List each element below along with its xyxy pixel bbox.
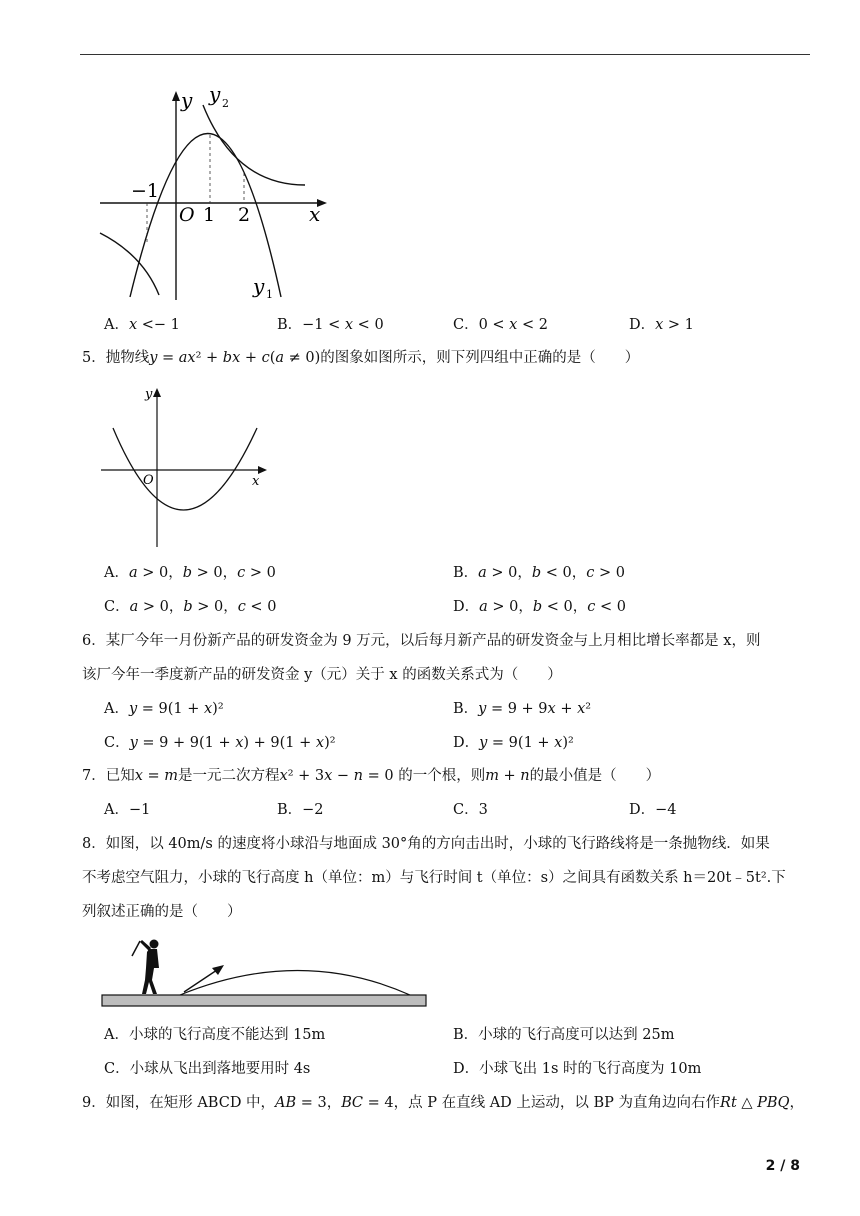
- q4-y2-sub: 2: [222, 97, 229, 110]
- q8-option-d[interactable]: D．小球飞出 1s 时的飞行高度为 10m: [453, 1061, 702, 1077]
- q9-stem: 9．如图，在矩形 ABCD 中，𝐴𝐵 = 3，𝐵𝐶 = 4，点 P 在直线 AD 上运动，以 BP 为直角边向右作𝑅𝑡 △ 𝑃𝐵𝑄，: [82, 1095, 804, 1111]
- q4-graph-figure: [95, 85, 335, 305]
- q8-option-b[interactable]: B．小球的飞行高度可以达到 25m: [453, 1027, 675, 1043]
- q5-option-a[interactable]: A．𝑎 > 0，𝑏 > 0，𝑐 > 0: [104, 565, 276, 581]
- header-rule: [80, 54, 810, 55]
- q4-y1-label: y: [253, 274, 265, 298]
- page-number: 2 / 8: [765, 1158, 800, 1174]
- q5-option-c[interactable]: C．𝑎 > 0，𝑏 > 0，𝑐 < 0: [104, 599, 277, 615]
- q8-stem-line-1: 8．如图，以 40m/s 的速度将小球沿与地面成 30°角的方向击出时，小球的飞行路线将是一条抛物线．如果: [82, 836, 770, 852]
- q5-origin-label: O: [143, 473, 154, 488]
- q8-option-c[interactable]: C．小球从飞出到落地要用时 4s: [104, 1061, 311, 1077]
- q4-tick-neg1: −1: [131, 180, 160, 202]
- q4-option-c[interactable]: C．0 < 𝑥 < 2: [453, 317, 548, 333]
- q7-option-c[interactable]: C．3: [453, 802, 488, 818]
- q7-stem: 7．已知𝑥 = 𝑚是一元二次方程𝑥² + 3𝑥 − 𝑛 = 0 的一个根，则𝑚 + 𝑛的最小值是（ ）: [82, 768, 661, 784]
- q4-tick-1: 1: [203, 204, 216, 226]
- q7-option-a[interactable]: A．−1: [104, 802, 151, 818]
- q7-option-b[interactable]: B．−2: [277, 802, 324, 818]
- q4-x-label: x: [309, 202, 321, 226]
- q6-option-c[interactable]: C．𝑦 = 9 + 9(1 + 𝑥) + 9(1 + 𝑥)²: [104, 735, 336, 751]
- q5-option-b[interactable]: B．𝑎 > 0，𝑏 < 0，𝑐 > 0: [453, 565, 625, 581]
- q4-origin-label: O: [179, 204, 195, 226]
- q8-option-a[interactable]: A．小球的飞行高度不能达到 15m: [104, 1027, 326, 1043]
- q6-stem-line-2: 该厂今年一季度新产品的研发资金 y（元）关于 x 的函数关系式为（ ）: [82, 667, 562, 683]
- q6-option-b[interactable]: B．𝑦 = 9 + 9𝑥 + 𝑥²: [453, 701, 592, 717]
- q6-stem-line-1: 6．某厂今年一月份新产品的研发资金为 9 万元，以后每月新产品的研发资金与上月相比增长率都是 x，则: [82, 633, 761, 649]
- q5-stem: 5．抛物线𝑦 = 𝑎𝑥² + 𝑏𝑥 + 𝑐(𝑎 ≠ 0)的图象如图所示，则下列四组中正确的是（ ）: [82, 350, 640, 366]
- q5-parabola-figure: [95, 382, 275, 552]
- q6-option-d[interactable]: D．𝑦 = 9(1 + 𝑥)²: [453, 735, 574, 751]
- q4-option-d[interactable]: D．𝑥 > 1: [629, 317, 694, 333]
- q4-y2-label: y: [209, 85, 221, 106]
- q4-y1-sub: 1: [266, 288, 273, 301]
- q6-option-a[interactable]: A．𝑦 = 9(1 + 𝑥)²: [104, 701, 224, 717]
- q4-option-a[interactable]: A．𝑥 <− 1: [104, 317, 180, 333]
- q8-stem-line-2: 不考虑空气阻力，小球的飞行高度 h（单位：m）与飞行时间 t（单位：s）之间具有函数关系 h＝20t﹣5t².下: [82, 870, 786, 886]
- q5-y-label: y: [145, 387, 153, 402]
- q8-arrow-icon: [212, 965, 224, 975]
- q4-y-label: y: [181, 88, 193, 112]
- q5-x-label: x: [252, 474, 260, 489]
- q4-tick-2: 2: [238, 204, 251, 226]
- q5-option-d[interactable]: D．𝑎 > 0，𝑏 < 0，𝑐 < 0: [453, 599, 626, 615]
- q8-golf-figure: [100, 928, 430, 1012]
- q4-option-b[interactable]: B．−1 < 𝑥 < 0: [277, 317, 384, 333]
- q7-option-d[interactable]: D．−4: [629, 802, 677, 818]
- q8-stem-line-3: 列叙述正确的是（ ）: [82, 904, 242, 920]
- golfer-icon: [132, 940, 159, 995]
